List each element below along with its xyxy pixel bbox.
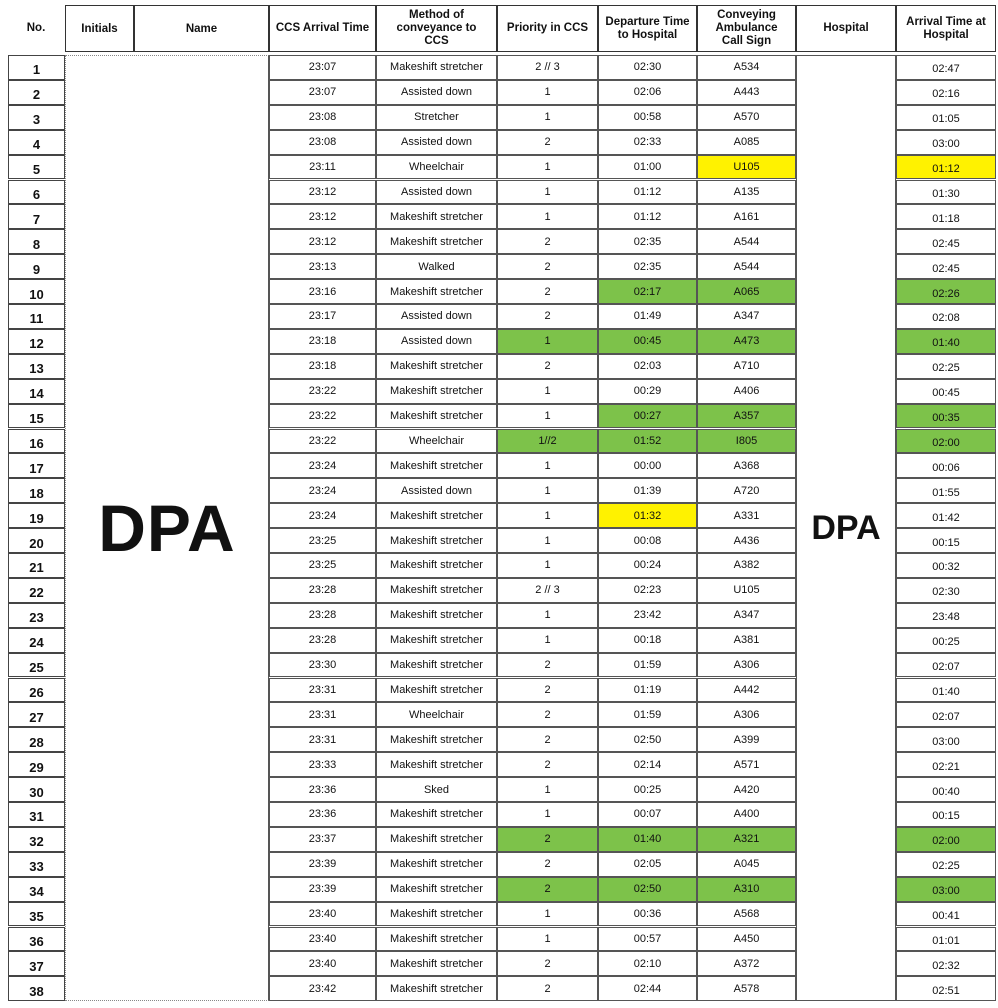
departure-cell: 02:17 xyxy=(598,279,697,304)
call-sign-cell: A368 xyxy=(697,453,796,478)
row-number-cell: 29 xyxy=(8,752,65,777)
departure-cell: 02:06 xyxy=(598,80,697,105)
arrival-hospital-cell: 02:47 xyxy=(896,55,996,80)
departure-cell: 00:24 xyxy=(598,553,697,578)
method-cell: Makeshift stretcher xyxy=(376,528,497,553)
call-sign-cell: A065 xyxy=(697,279,796,304)
priority-cell: 2 xyxy=(497,254,598,279)
arrival-hospital-cell: 02:07 xyxy=(896,702,996,727)
call-sign-cell: A135 xyxy=(697,180,796,205)
ccs-arrival-cell: 23:22 xyxy=(269,429,376,454)
priority-cell: 1 xyxy=(497,204,598,229)
method-cell: Wheelchair xyxy=(376,702,497,727)
departure-cell: 01:49 xyxy=(598,304,697,329)
departure-cell: 00:58 xyxy=(598,105,697,130)
method-cell: Makeshift stretcher xyxy=(376,553,497,578)
row-number-cell: 24 xyxy=(8,628,65,653)
row-number-cell: 31 xyxy=(8,802,65,827)
call-sign-cell: A578 xyxy=(697,976,796,1001)
priority-cell: 1 xyxy=(497,628,598,653)
departure-cell: 01:32 xyxy=(598,503,697,528)
header-no: No. xyxy=(26,22,46,34)
arrival-hospital-cell: 01:01 xyxy=(896,927,996,952)
arrival-hospital-cell: 03:00 xyxy=(896,130,996,155)
arrival-hospital-cell: 02:08 xyxy=(896,304,996,329)
row-number-cell: 25 xyxy=(8,653,65,678)
call-sign-cell: A473 xyxy=(697,329,796,354)
arrival-hospital-cell: 00:15 xyxy=(896,802,996,827)
row-number-cell: 26 xyxy=(8,678,65,703)
departure-cell: 01:40 xyxy=(598,827,697,852)
header-hospital: Hospital xyxy=(796,5,896,52)
row-number-cell: 36 xyxy=(8,927,65,952)
method-cell: Makeshift stretcher xyxy=(376,603,497,628)
method-cell: Assisted down xyxy=(376,478,497,503)
ccs-arrival-cell: 23:25 xyxy=(269,528,376,553)
departure-cell: 01:39 xyxy=(598,478,697,503)
arrival-hospital-cell: 02:45 xyxy=(896,229,996,254)
row-number-cell: 2 xyxy=(8,80,65,105)
arrival-hospital-cell: 01:55 xyxy=(896,478,996,503)
ccs-arrival-cell: 23:08 xyxy=(269,105,376,130)
priority-cell: 1 xyxy=(497,105,598,130)
arrival-hospital-cell: 23:48 xyxy=(896,603,996,628)
arrival-hospital-cell: 02:30 xyxy=(896,578,996,603)
arrival-hospital-cell: 00:35 xyxy=(896,404,996,429)
ccs-arrival-cell: 23:13 xyxy=(269,254,376,279)
priority-cell: 2 xyxy=(497,678,598,703)
method-cell: Makeshift stretcher xyxy=(376,827,497,852)
priority-cell: 2 xyxy=(497,976,598,1001)
row-number-cell: 11 xyxy=(8,304,65,329)
priority-cell: 2 xyxy=(497,130,598,155)
call-sign-cell: A544 xyxy=(697,229,796,254)
call-sign-cell: A420 xyxy=(697,777,796,802)
priority-cell: 2 xyxy=(497,727,598,752)
ccs-arrival-cell: 23:30 xyxy=(269,653,376,678)
method-cell: Makeshift stretcher xyxy=(376,55,497,80)
arrival-hospital-cell: 00:25 xyxy=(896,628,996,653)
row-number-cell: 13 xyxy=(8,354,65,379)
arrival-hospital-cell: 03:00 xyxy=(896,877,996,902)
method-cell: Makeshift stretcher xyxy=(376,229,497,254)
call-sign-cell: A331 xyxy=(697,503,796,528)
row-number-cell: 5 xyxy=(8,155,65,180)
departure-cell: 00:57 xyxy=(598,927,697,952)
departure-cell: 23:42 xyxy=(598,603,697,628)
ccs-arrival-cell: 23:08 xyxy=(269,130,376,155)
row-number-cell: 33 xyxy=(8,852,65,877)
method-cell: Makeshift stretcher xyxy=(376,354,497,379)
method-cell: Makeshift stretcher xyxy=(376,279,497,304)
priority-cell: 1 xyxy=(497,379,598,404)
departure-cell: 02:33 xyxy=(598,130,697,155)
call-sign-cell: A306 xyxy=(697,653,796,678)
arrival-hospital-cell: 02:32 xyxy=(896,951,996,976)
call-sign-cell: A720 xyxy=(697,478,796,503)
row-number-cell: 38 xyxy=(8,976,65,1001)
call-sign-cell: A568 xyxy=(697,902,796,927)
arrival-hospital-cell: 02:07 xyxy=(896,653,996,678)
ccs-arrival-cell: 23:40 xyxy=(269,927,376,952)
ccs-arrival-cell: 23:24 xyxy=(269,503,376,528)
method-cell: Makeshift stretcher xyxy=(376,951,497,976)
departure-cell: 02:30 xyxy=(598,55,697,80)
ccs-arrival-cell: 23:22 xyxy=(269,404,376,429)
ccs-arrival-cell: 23:37 xyxy=(269,827,376,852)
ccs-arrival-cell: 23:11 xyxy=(269,155,376,180)
row-number-cell: 4 xyxy=(8,130,65,155)
header-method: Method of conveyance to CCS xyxy=(376,5,497,52)
row-number-cell: 18 xyxy=(8,478,65,503)
redacted-hospital xyxy=(796,55,896,1001)
ccs-arrival-cell: 23:39 xyxy=(269,852,376,877)
priority-cell: 2 xyxy=(497,877,598,902)
priority-cell: 1 xyxy=(497,404,598,429)
arrival-hospital-cell: 02:26 xyxy=(896,279,996,304)
call-sign-cell: I805 xyxy=(697,429,796,454)
priority-cell: 1//2 xyxy=(497,429,598,454)
departure-cell: 00:36 xyxy=(598,902,697,927)
method-cell: Makeshift stretcher xyxy=(376,628,497,653)
call-sign-cell: A534 xyxy=(697,55,796,80)
departure-cell: 01:19 xyxy=(598,678,697,703)
departure-cell: 01:12 xyxy=(598,204,697,229)
ccs-arrival-cell: 23:12 xyxy=(269,229,376,254)
arrival-hospital-cell: 01:05 xyxy=(896,105,996,130)
priority-cell: 2 // 3 xyxy=(497,55,598,80)
priority-cell: 1 xyxy=(497,155,598,180)
priority-cell: 1 xyxy=(497,802,598,827)
departure-cell: 02:50 xyxy=(598,877,697,902)
priority-cell: 1 xyxy=(497,927,598,952)
departure-cell: 00:07 xyxy=(598,802,697,827)
row-number-cell: 14 xyxy=(8,379,65,404)
row-number-cell: 8 xyxy=(8,229,65,254)
arrival-hospital-cell: 00:32 xyxy=(896,553,996,578)
method-cell: Assisted down xyxy=(376,180,497,205)
priority-cell: 2 xyxy=(497,354,598,379)
call-sign-cell: A161 xyxy=(697,204,796,229)
departure-cell: 00:45 xyxy=(598,329,697,354)
row-number-cell: 1 xyxy=(8,55,65,80)
row-number-cell: 35 xyxy=(8,902,65,927)
call-sign-cell: A570 xyxy=(697,105,796,130)
ccs-arrival-cell: 23:39 xyxy=(269,877,376,902)
method-cell: Makeshift stretcher xyxy=(376,503,497,528)
priority-cell: 1 xyxy=(497,603,598,628)
arrival-hospital-cell: 01:18 xyxy=(896,204,996,229)
departure-cell: 02:44 xyxy=(598,976,697,1001)
method-cell: Makeshift stretcher xyxy=(376,404,497,429)
ccs-arrival-cell: 23:25 xyxy=(269,553,376,578)
priority-cell: 2 xyxy=(497,827,598,852)
row-number-cell: 28 xyxy=(8,727,65,752)
departure-cell: 02:05 xyxy=(598,852,697,877)
priority-cell: 1 xyxy=(497,453,598,478)
priority-cell: 1 xyxy=(497,553,598,578)
row-number-cell: 22 xyxy=(8,578,65,603)
priority-cell: 1 xyxy=(497,902,598,927)
departure-cell: 00:27 xyxy=(598,404,697,429)
arrival-hospital-cell: 01:40 xyxy=(896,329,996,354)
ccs-arrival-cell: 23:17 xyxy=(269,304,376,329)
method-cell: Makeshift stretcher xyxy=(376,802,497,827)
arrival-hospital-cell: 02:25 xyxy=(896,354,996,379)
method-cell: Wheelchair xyxy=(376,155,497,180)
method-cell: Makeshift stretcher xyxy=(376,727,497,752)
ccs-arrival-cell: 23:18 xyxy=(269,329,376,354)
arrival-hospital-cell: 01:30 xyxy=(896,180,996,205)
method-cell: Makeshift stretcher xyxy=(376,902,497,927)
header-name: Name xyxy=(134,5,269,52)
departure-cell: 01:59 xyxy=(598,653,697,678)
call-sign-cell: A399 xyxy=(697,727,796,752)
call-sign-cell: A085 xyxy=(697,130,796,155)
header-priority: Priority in CCS xyxy=(497,5,598,52)
arrival-hospital-cell: 02:21 xyxy=(896,752,996,777)
priority-cell: 2 xyxy=(497,752,598,777)
call-sign-cell: A357 xyxy=(697,404,796,429)
call-sign-cell: A442 xyxy=(697,678,796,703)
departure-cell: 00:18 xyxy=(598,628,697,653)
departure-cell: 02:03 xyxy=(598,354,697,379)
priority-cell: 2 xyxy=(497,304,598,329)
call-sign-cell: A381 xyxy=(697,628,796,653)
arrival-hospital-cell: 01:40 xyxy=(896,678,996,703)
ccs-arrival-cell: 23:07 xyxy=(269,55,376,80)
call-sign-cell: U105 xyxy=(697,578,796,603)
ccs-arrival-cell: 23:24 xyxy=(269,453,376,478)
method-cell: Makeshift stretcher xyxy=(376,976,497,1001)
header-call-sign: Conveying Ambulance Call Sign xyxy=(697,5,796,52)
ccs-arrival-cell: 23:28 xyxy=(269,628,376,653)
row-number-cell: 16 xyxy=(8,429,65,454)
header-ccs-arrival: CCS Arrival Time xyxy=(269,5,376,52)
call-sign-cell: A450 xyxy=(697,927,796,952)
arrival-hospital-cell: 01:12 xyxy=(896,155,996,180)
ccs-arrival-cell: 23:28 xyxy=(269,578,376,603)
ccs-arrival-cell: 23:28 xyxy=(269,603,376,628)
priority-cell: 1 xyxy=(497,528,598,553)
priority-cell: 1 xyxy=(497,503,598,528)
ccs-arrival-cell: 23:24 xyxy=(269,478,376,503)
arrival-hospital-cell: 00:06 xyxy=(896,453,996,478)
header-departure: Departure Time to Hospital xyxy=(598,5,697,52)
priority-cell: 2 // 3 xyxy=(497,578,598,603)
departure-cell: 02:23 xyxy=(598,578,697,603)
method-cell: Assisted down xyxy=(376,130,497,155)
departure-cell: 01:52 xyxy=(598,429,697,454)
method-cell: Sked xyxy=(376,777,497,802)
row-number-cell: 19 xyxy=(8,503,65,528)
arrival-hospital-cell: 00:15 xyxy=(896,528,996,553)
ccs-arrival-cell: 23:18 xyxy=(269,354,376,379)
header-arrival-hospital: Arrival Time at Hospital xyxy=(896,5,996,52)
row-number-cell: 17 xyxy=(8,453,65,478)
arrival-hospital-cell: 02:25 xyxy=(896,852,996,877)
row-number-cell: 23 xyxy=(8,603,65,628)
departure-cell: 01:59 xyxy=(598,702,697,727)
row-number-cell: 30 xyxy=(8,777,65,802)
departure-cell: 02:50 xyxy=(598,727,697,752)
ccs-arrival-cell: 23:42 xyxy=(269,976,376,1001)
row-number-cell: 20 xyxy=(8,528,65,553)
method-cell: Assisted down xyxy=(376,80,497,105)
call-sign-cell: U105 xyxy=(697,155,796,180)
ccs-arrival-cell: 23:07 xyxy=(269,80,376,105)
method-cell: Makeshift stretcher xyxy=(376,927,497,952)
departure-cell: 01:00 xyxy=(598,155,697,180)
row-number-cell: 6 xyxy=(8,180,65,205)
method-cell: Makeshift stretcher xyxy=(376,379,497,404)
priority-cell: 1 xyxy=(497,777,598,802)
departure-cell: 02:35 xyxy=(598,229,697,254)
call-sign-cell: A347 xyxy=(697,304,796,329)
ccs-arrival-cell: 23:40 xyxy=(269,902,376,927)
departure-cell: 00:29 xyxy=(598,379,697,404)
departure-cell: 00:00 xyxy=(598,453,697,478)
method-cell: Makeshift stretcher xyxy=(376,678,497,703)
redaction-label-right: DPA xyxy=(811,508,881,547)
call-sign-cell: A544 xyxy=(697,254,796,279)
ccs-arrival-cell: 23:16 xyxy=(269,279,376,304)
method-cell: Makeshift stretcher xyxy=(376,852,497,877)
call-sign-cell: A400 xyxy=(697,802,796,827)
priority-cell: 1 xyxy=(497,329,598,354)
ccs-arrival-cell: 23:31 xyxy=(269,727,376,752)
row-number-cell: 32 xyxy=(8,827,65,852)
method-cell: Wheelchair xyxy=(376,429,497,454)
ccs-arrival-cell: 23:40 xyxy=(269,951,376,976)
method-cell: Makeshift stretcher xyxy=(376,578,497,603)
call-sign-cell: A436 xyxy=(697,528,796,553)
priority-cell: 2 xyxy=(497,279,598,304)
call-sign-cell: A306 xyxy=(697,702,796,727)
row-number-cell: 3 xyxy=(8,105,65,130)
arrival-hospital-cell: 00:45 xyxy=(896,379,996,404)
arrival-hospital-cell: 02:45 xyxy=(896,254,996,279)
departure-cell: 00:08 xyxy=(598,528,697,553)
priority-cell: 1 xyxy=(497,180,598,205)
ccs-arrival-cell: 23:12 xyxy=(269,204,376,229)
arrival-hospital-cell: 02:00 xyxy=(896,827,996,852)
ccs-arrival-cell: 23:31 xyxy=(269,678,376,703)
priority-cell: 2 xyxy=(497,653,598,678)
method-cell: Makeshift stretcher xyxy=(376,453,497,478)
method-cell: Makeshift stretcher xyxy=(376,752,497,777)
arrival-hospital-cell: 00:40 xyxy=(896,777,996,802)
arrival-hospital-cell: 00:41 xyxy=(896,902,996,927)
call-sign-cell: A321 xyxy=(697,827,796,852)
row-number-cell: 15 xyxy=(8,404,65,429)
departure-cell: 02:35 xyxy=(598,254,697,279)
method-cell: Stretcher xyxy=(376,105,497,130)
priority-cell: 2 xyxy=(497,229,598,254)
row-number-cell: 27 xyxy=(8,702,65,727)
ccs-arrival-cell: 23:33 xyxy=(269,752,376,777)
ccs-arrival-cell: 23:36 xyxy=(269,777,376,802)
call-sign-cell: A347 xyxy=(697,603,796,628)
arrival-hospital-cell: 02:51 xyxy=(896,976,996,1001)
call-sign-cell: A406 xyxy=(697,379,796,404)
arrival-hospital-cell: 02:00 xyxy=(896,429,996,454)
method-cell: Assisted down xyxy=(376,304,497,329)
row-number-cell: 12 xyxy=(8,329,65,354)
row-number-cell: 34 xyxy=(8,877,65,902)
header-initials: Initials xyxy=(65,5,134,52)
call-sign-cell: A571 xyxy=(697,752,796,777)
call-sign-cell: A310 xyxy=(697,877,796,902)
arrival-hospital-cell: 01:42 xyxy=(896,503,996,528)
row-number-cell: 9 xyxy=(8,254,65,279)
departure-cell: 02:10 xyxy=(598,951,697,976)
call-sign-cell: A710 xyxy=(697,354,796,379)
method-cell: Makeshift stretcher xyxy=(376,204,497,229)
row-number-cell: 7 xyxy=(8,204,65,229)
call-sign-cell: A382 xyxy=(697,553,796,578)
arrival-hospital-cell: 03:00 xyxy=(896,727,996,752)
call-sign-cell: A372 xyxy=(697,951,796,976)
redaction-label-left: DPA xyxy=(98,491,236,565)
priority-cell: 2 xyxy=(497,951,598,976)
ccs-arrival-cell: 23:36 xyxy=(269,802,376,827)
call-sign-cell: A443 xyxy=(697,80,796,105)
departure-cell: 00:25 xyxy=(598,777,697,802)
departure-cell: 01:12 xyxy=(598,180,697,205)
redacted-initials-name xyxy=(65,55,269,1001)
row-number-cell: 10 xyxy=(8,279,65,304)
departure-cell: 02:14 xyxy=(598,752,697,777)
priority-cell: 1 xyxy=(497,478,598,503)
ccs-arrival-cell: 23:12 xyxy=(269,180,376,205)
priority-cell: 2 xyxy=(497,852,598,877)
method-cell: Makeshift stretcher xyxy=(376,653,497,678)
call-sign-cell: A045 xyxy=(697,852,796,877)
method-cell: Walked xyxy=(376,254,497,279)
row-number-cell: 37 xyxy=(8,951,65,976)
priority-cell: 1 xyxy=(497,80,598,105)
ccs-arrival-cell: 23:22 xyxy=(269,379,376,404)
priority-cell: 2 xyxy=(497,702,598,727)
method-cell: Assisted down xyxy=(376,329,497,354)
method-cell: Makeshift stretcher xyxy=(376,877,497,902)
row-number-cell: 21 xyxy=(8,553,65,578)
arrival-hospital-cell: 02:16 xyxy=(896,80,996,105)
ccs-arrival-cell: 23:31 xyxy=(269,702,376,727)
